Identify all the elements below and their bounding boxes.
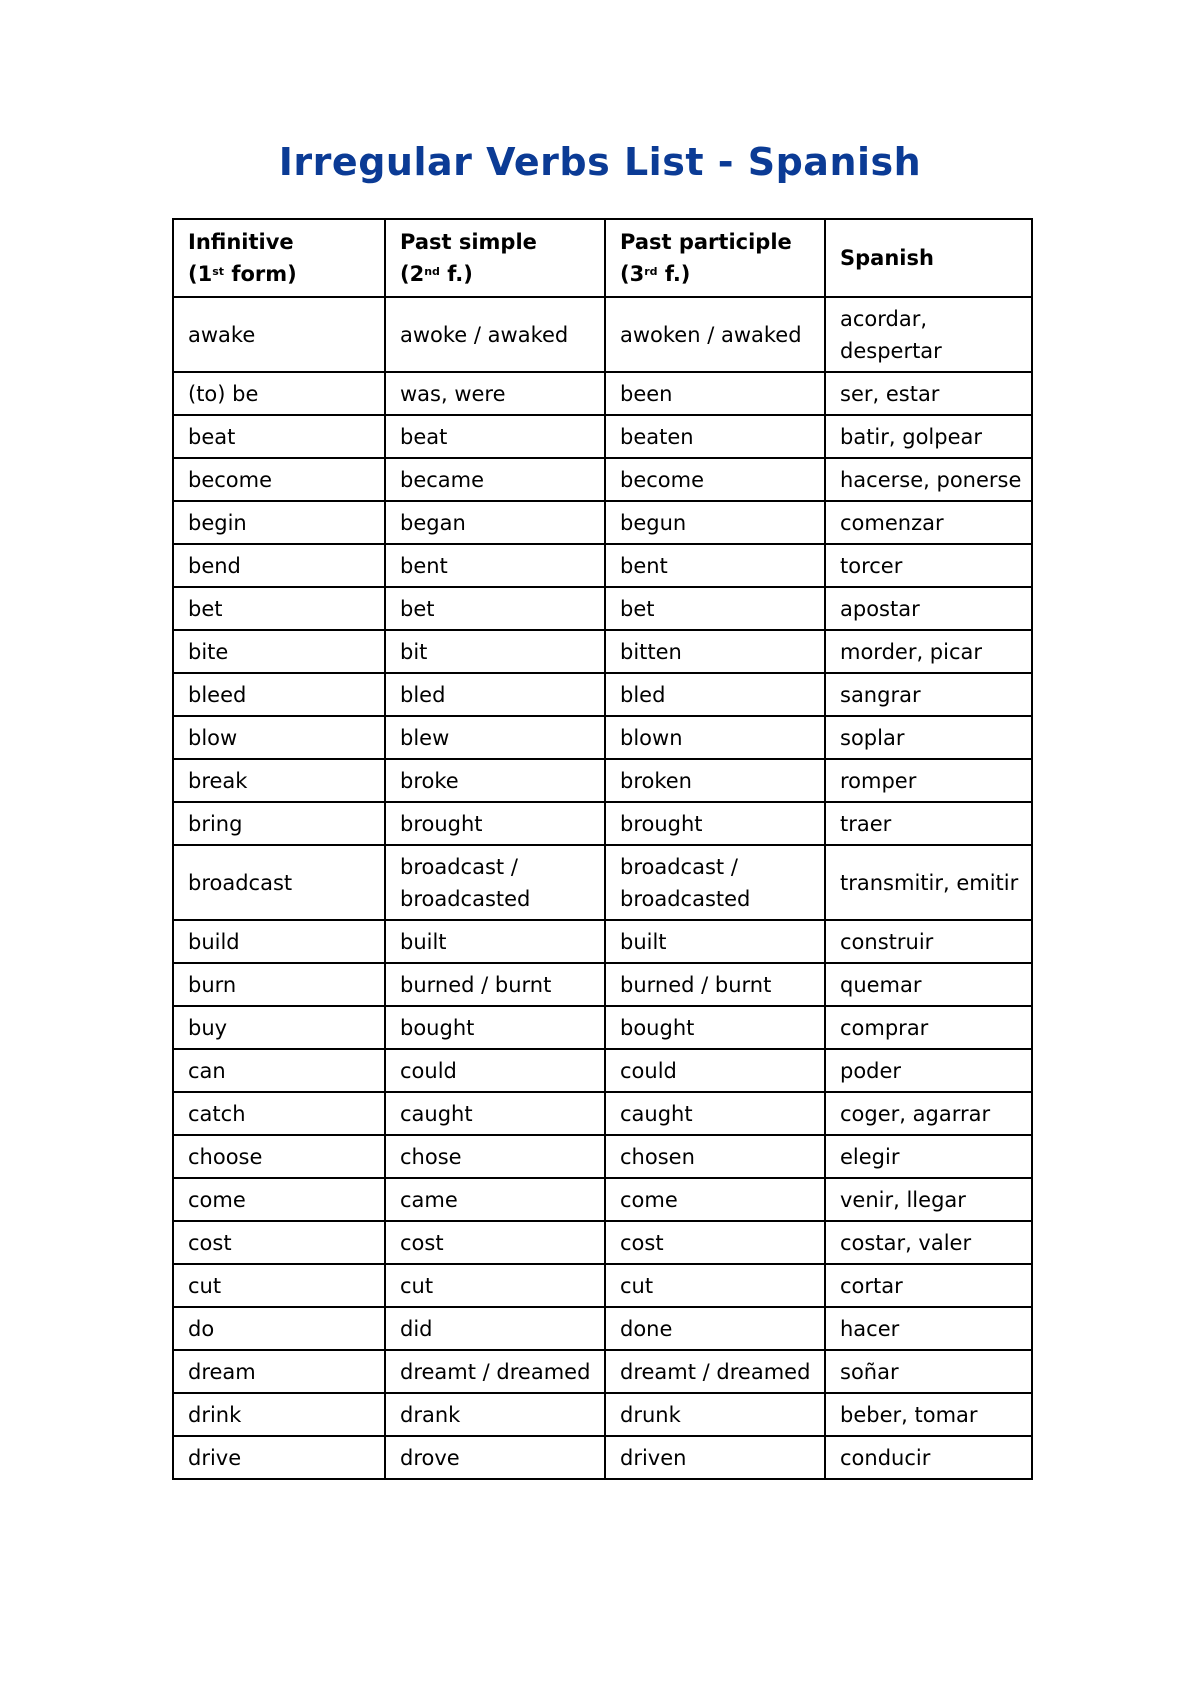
past-simple-cell: brought: [385, 802, 605, 845]
table-row: [173, 845, 1032, 920]
past-participle-cell: bet: [605, 587, 825, 630]
spanish-cell: torcer: [825, 544, 1032, 587]
spanish-cell: cortar: [825, 1264, 1032, 1307]
spanish-cell: beber, tomar: [825, 1393, 1032, 1436]
table-row: [173, 1264, 1032, 1307]
spanish-cell: morder, picar: [825, 630, 1032, 673]
table-row: [173, 630, 1032, 673]
past-simple-cell: cut: [385, 1264, 605, 1307]
table-row: [173, 501, 1032, 544]
spanish-cell: poder: [825, 1049, 1032, 1092]
past-participle-cell: brought: [605, 802, 825, 845]
header-past-participle-label: Past participle: [620, 230, 792, 254]
past-participle-cell: become: [605, 458, 825, 501]
infinitive-cell: bite: [173, 630, 385, 673]
past-simple-cell: dreamt / dreamed: [385, 1350, 605, 1393]
past-participle-cell: come: [605, 1178, 825, 1221]
past-participle-cell: bled: [605, 673, 825, 716]
spanish-cell: traer: [825, 802, 1032, 845]
header-past-simple: [385, 219, 605, 297]
infinitive-cell: (to) be: [173, 372, 385, 415]
past-simple-cell: drove: [385, 1436, 605, 1479]
table-row: [173, 297, 1032, 372]
past-participle-cell: drunk: [605, 1393, 825, 1436]
past-simple-cell: came: [385, 1178, 605, 1221]
infinitive-cell: begin: [173, 501, 385, 544]
table-row: [173, 963, 1032, 1006]
table-body: [173, 219, 1032, 1479]
past-participle-cell: blown: [605, 716, 825, 759]
infinitive-cell: catch: [173, 1092, 385, 1135]
past-simple-cell: became: [385, 458, 605, 501]
spanish-cell: apostar: [825, 587, 1032, 630]
past-participle-cell: broken: [605, 759, 825, 802]
infinitive-cell: drive: [173, 1436, 385, 1479]
spanish-cell: comprar: [825, 1006, 1032, 1049]
past-simple-cell: awoke / awaked: [385, 297, 605, 372]
spanish-cell: ser, estar: [825, 372, 1032, 415]
past-simple-cell: was, were: [385, 372, 605, 415]
past-participle-cell: burned / burnt: [605, 963, 825, 1006]
past-participle-cell: broadcast / broadcasted: [605, 845, 825, 920]
table-row: [173, 1135, 1032, 1178]
table-row: [173, 673, 1032, 716]
past-participle-cell: cost: [605, 1221, 825, 1264]
infinitive-cell: blow: [173, 716, 385, 759]
infinitive-cell: become: [173, 458, 385, 501]
past-simple-cell: broadcast / broadcasted: [385, 845, 605, 920]
spanish-cell: hacerse, ponerse: [825, 458, 1032, 501]
spanish-cell: elegir: [825, 1135, 1032, 1178]
infinitive-cell: bet: [173, 587, 385, 630]
past-simple-cell: bought: [385, 1006, 605, 1049]
table-row: [173, 1006, 1032, 1049]
past-participle-cell: awoken / awaked: [605, 297, 825, 372]
past-participle-cell: bitten: [605, 630, 825, 673]
table-row: [173, 587, 1032, 630]
past-simple-cell: built: [385, 920, 605, 963]
spanish-cell: hacer: [825, 1307, 1032, 1350]
spanish-cell: coger, agarrar: [825, 1092, 1032, 1135]
table-row: [173, 1049, 1032, 1092]
past-participle-cell: driven: [605, 1436, 825, 1479]
header-spanish: [825, 219, 1032, 297]
past-simple-cell: could: [385, 1049, 605, 1092]
spanish-cell: venir, llegar: [825, 1178, 1032, 1221]
table-row: [173, 372, 1032, 415]
infinitive-cell: broadcast: [173, 845, 385, 920]
table-row: [173, 802, 1032, 845]
table-header-row: [173, 219, 1032, 297]
past-participle-cell: caught: [605, 1092, 825, 1135]
infinitive-cell: cut: [173, 1264, 385, 1307]
infinitive-cell: bleed: [173, 673, 385, 716]
header-infinitive-form: (1st form): [188, 262, 297, 286]
table-row: [173, 716, 1032, 759]
spanish-cell: batir, golpear: [825, 415, 1032, 458]
past-simple-cell: bit: [385, 630, 605, 673]
past-simple-cell: bent: [385, 544, 605, 587]
spanish-cell: romper: [825, 759, 1032, 802]
table-row: [173, 1393, 1032, 1436]
past-participle-cell: begun: [605, 501, 825, 544]
past-simple-cell: drank: [385, 1393, 605, 1436]
infinitive-cell: dream: [173, 1350, 385, 1393]
past-simple-cell: bled: [385, 673, 605, 716]
past-simple-cell: burned / burnt: [385, 963, 605, 1006]
infinitive-cell: choose: [173, 1135, 385, 1178]
past-simple-cell: caught: [385, 1092, 605, 1135]
table-row: [173, 415, 1032, 458]
infinitive-cell: burn: [173, 963, 385, 1006]
infinitive-cell: buy: [173, 1006, 385, 1049]
infinitive-cell: do: [173, 1307, 385, 1350]
past-participle-cell: bent: [605, 544, 825, 587]
infinitive-cell: break: [173, 759, 385, 802]
table-row: [173, 1092, 1032, 1135]
infinitive-cell: drink: [173, 1393, 385, 1436]
past-simple-cell: broke: [385, 759, 605, 802]
past-participle-cell: done: [605, 1307, 825, 1350]
infinitive-cell: cost: [173, 1221, 385, 1264]
header-past-simple-form: (2nd f.): [400, 262, 473, 286]
past-participle-cell: built: [605, 920, 825, 963]
past-participle-cell: beaten: [605, 415, 825, 458]
past-participle-cell: chosen: [605, 1135, 825, 1178]
table-row: [173, 1436, 1032, 1479]
header-infinitive-label: Infinitive: [188, 230, 294, 254]
infinitive-cell: bend: [173, 544, 385, 587]
spanish-cell: construir: [825, 920, 1032, 963]
table-row: [173, 1307, 1032, 1350]
past-participle-cell: bought: [605, 1006, 825, 1049]
past-simple-cell: cost: [385, 1221, 605, 1264]
infinitive-cell: build: [173, 920, 385, 963]
infinitive-cell: can: [173, 1049, 385, 1092]
spanish-cell: conducir: [825, 1436, 1032, 1479]
table-row: [173, 920, 1032, 963]
header-spanish-label: Spanish: [840, 246, 934, 270]
spanish-cell: soplar: [825, 716, 1032, 759]
spanish-cell: transmitir, emitir: [825, 845, 1032, 920]
header-past-simple-label: Past simple: [400, 230, 537, 254]
table-row: [173, 544, 1032, 587]
past-participle-cell: could: [605, 1049, 825, 1092]
spanish-cell: soñar: [825, 1350, 1032, 1393]
infinitive-cell: beat: [173, 415, 385, 458]
spanish-cell: sangrar: [825, 673, 1032, 716]
spanish-cell: acordar, despertar: [825, 297, 1032, 372]
past-simple-cell: bet: [385, 587, 605, 630]
table-row: [173, 1350, 1032, 1393]
past-participle-cell: been: [605, 372, 825, 415]
irregular-verbs-table: [172, 218, 1033, 1480]
table-row: [173, 458, 1032, 501]
infinitive-cell: awake: [173, 297, 385, 372]
table-row: [173, 759, 1032, 802]
past-participle-cell: cut: [605, 1264, 825, 1307]
past-simple-cell: did: [385, 1307, 605, 1350]
infinitive-cell: bring: [173, 802, 385, 845]
page-title: Irregular Verbs List - Spanish: [278, 140, 922, 184]
spanish-cell: quemar: [825, 963, 1032, 1006]
past-participle-cell: dreamt / dreamed: [605, 1350, 825, 1393]
header-infinitive: [173, 219, 385, 297]
header-past-participle: [605, 219, 825, 297]
past-simple-cell: began: [385, 501, 605, 544]
spanish-cell: comenzar: [825, 501, 1032, 544]
table-row: [173, 1178, 1032, 1221]
table-row: [173, 1221, 1032, 1264]
past-simple-cell: blew: [385, 716, 605, 759]
infinitive-cell: come: [173, 1178, 385, 1221]
spanish-cell: costar, valer: [825, 1221, 1032, 1264]
past-simple-cell: chose: [385, 1135, 605, 1178]
header-past-participle-form: (3rd f.): [620, 262, 691, 286]
past-simple-cell: beat: [385, 415, 605, 458]
